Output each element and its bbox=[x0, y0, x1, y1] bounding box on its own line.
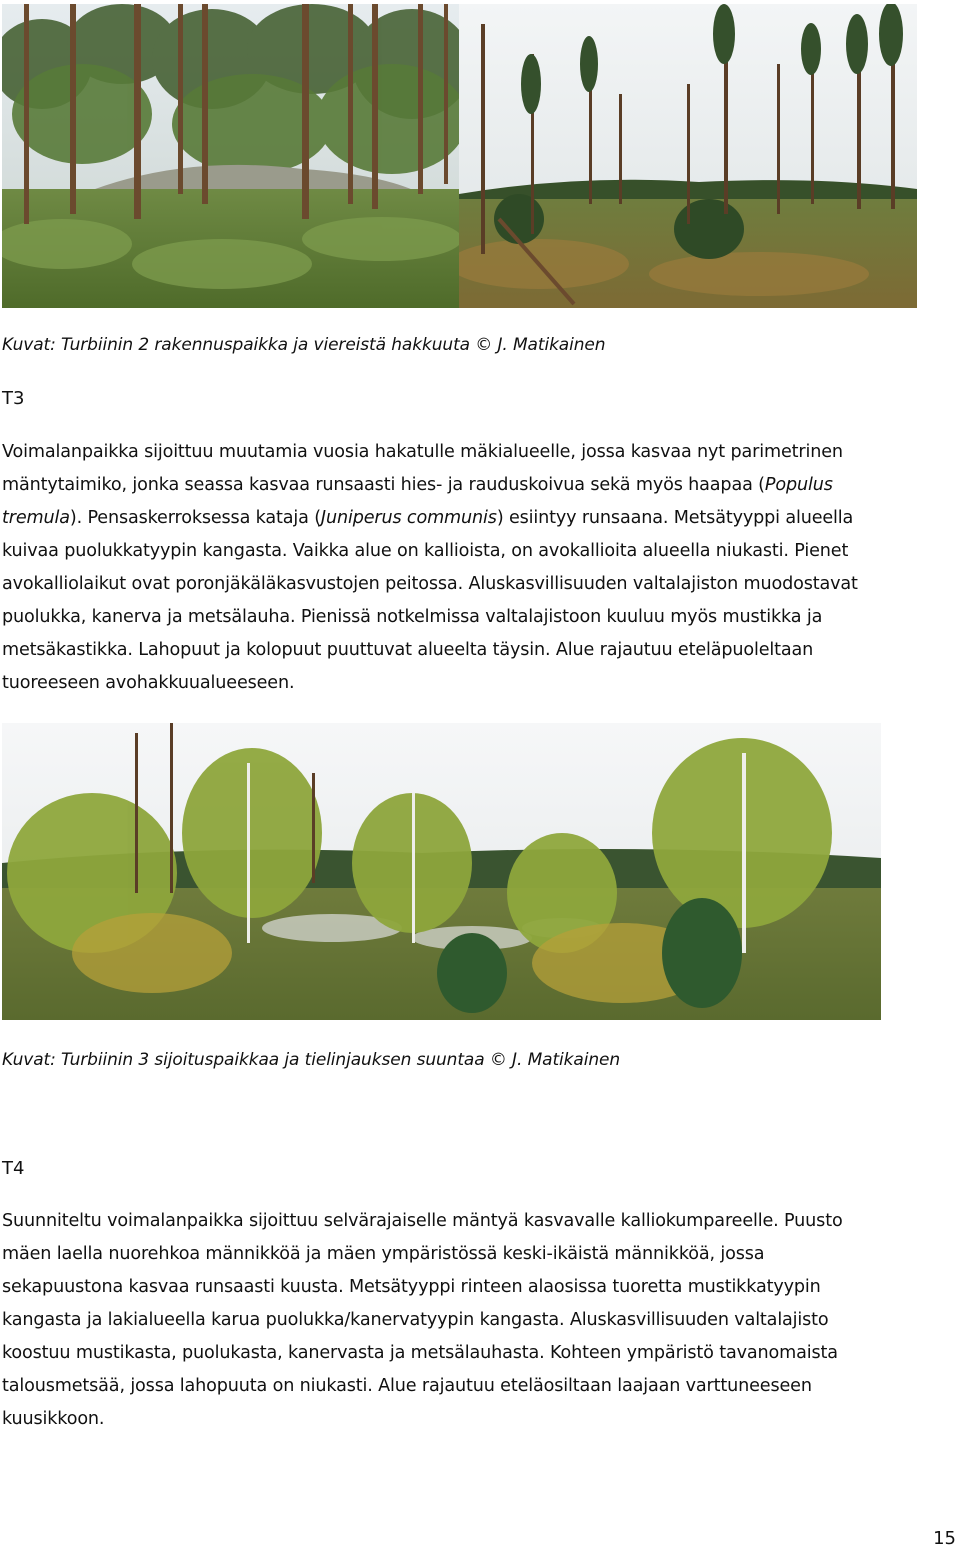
text-line: Voimalanpaikka sijoittuu muutamia vuosia hakatulle mäkialueelle, jossa kasvaa nyt parimetrinen bbox=[2, 442, 843, 462]
text-line: avokalliolaikut ovat poronjäkäläkasvustojen peitossa. Aluskasvillisuuden valtalajiston muodostavat bbox=[2, 574, 858, 594]
text-line: puolukka, kanerva ja metsälauha. Pienissä notkelmissa valtalajistoon kuuluu myös mustikka ja bbox=[2, 607, 823, 627]
young-birch-photo bbox=[2, 723, 881, 1020]
text-line: kuusikkoon. bbox=[2, 1409, 105, 1429]
forest-photo bbox=[2, 4, 459, 308]
text-line: tuoreeseen avohakkuualueeseen. bbox=[2, 673, 295, 693]
text-line: mäen laella nuorehkoa männikköä ja mäen ympäristössä keski-ikäistä männikköä, jossa bbox=[2, 1244, 765, 1264]
text-line: kangasta ja lakialueella karua puolukka/kanervatyypin kangasta. Aluskasvillisuuden valtalajisto bbox=[2, 1310, 829, 1330]
section-heading-t3: T3 bbox=[2, 388, 25, 409]
paragraph-t4 bbox=[2, 1205, 952, 1436]
paragraph-t3 bbox=[2, 436, 952, 700]
photo-caption: Kuvat: Turbiinin 2 rakennuspaikka ja viereistä hakkuuta © J. Matikainen bbox=[2, 335, 606, 355]
text-line: mäntytaimiko, jonka seassa kasvaa runsaasti hies- ja rauduskoivua sekä myös haapaa (Populus bbox=[2, 475, 833, 495]
page-number: 15 bbox=[933, 1528, 956, 1549]
text-line: talousmetsää, jossa lahopuuta on niukasti. Alue rajautuu eteläosiltaan laajaan varttuneeseen bbox=[2, 1376, 812, 1396]
section-heading-t4: T4 bbox=[2, 1158, 25, 1179]
species-name: Juniperus communis bbox=[320, 508, 497, 528]
text-line: koostuu mustikasta, puolukasta, kanervasta ja metsälauhasta. Kohteen ympäristö tavanomaista bbox=[2, 1343, 838, 1363]
text-line: kuivaa puolukkatyypin kangasta. Vaikka alue on kallioista, on avokallioita alueella niukasti. Pienet bbox=[2, 541, 849, 561]
text-line: metsäkastikka. Lahopuut ja kolopuut puuttuvat alueelta täysin. Alue rajautuu eteläpuoleltaan bbox=[2, 640, 814, 660]
text-line: tremula). Pensaskerroksessa kataja (Juniperus communis) esiintyy runsaana. Metsätyyppi alueella bbox=[2, 508, 854, 528]
photo-caption: Kuvat: Turbiinin 3 sijoituspaikkaa ja tielinjauksen suuntaa © J. Matikainen bbox=[2, 1050, 621, 1070]
text-line: sekapuustona kasvaa runsaasti kuusta. Metsätyyppi rinteen alaosissa tuoretta mustikkatyypin bbox=[2, 1277, 821, 1297]
species-name: Populus bbox=[764, 475, 833, 495]
clearcut-photo bbox=[459, 4, 917, 308]
text-line: Suunniteltu voimalanpaikka sijoittuu selvärajaiselle mäntyä kasvavalle kalliokumpareelle. Puusto bbox=[2, 1211, 843, 1231]
species-name: tremula bbox=[2, 508, 70, 528]
